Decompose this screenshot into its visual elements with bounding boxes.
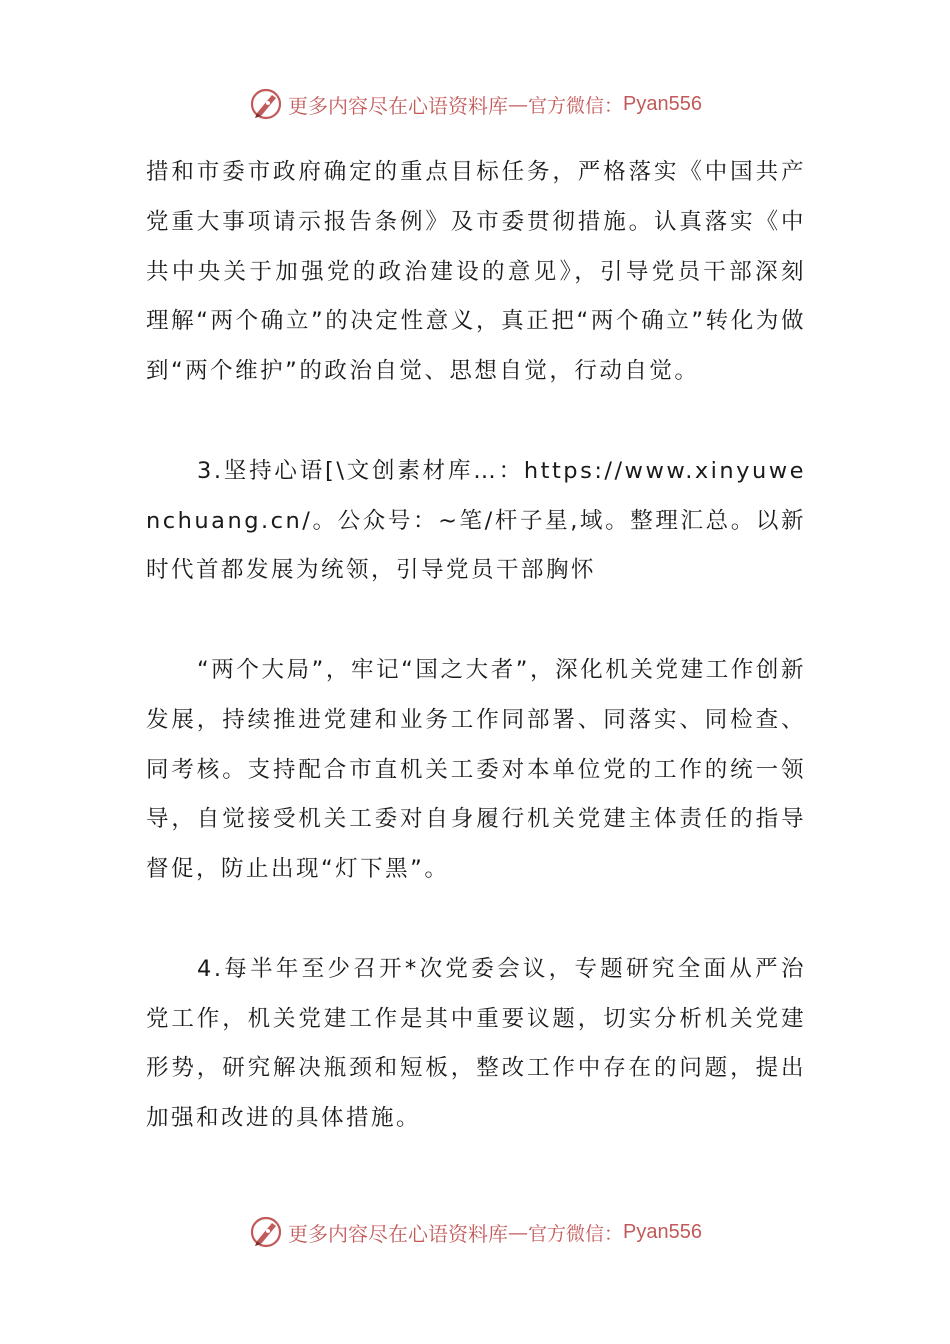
footer-wechat-id: Pyan556	[623, 1220, 702, 1243]
paragraph-2: 3.坚持心语[\文创素材库…：https://www.xinyuwenchuang.cn/。公众号：~笔/杆子星,域。整理汇总。以新时代首都发展为统领，引导党员干部胸怀	[146, 457, 806, 584]
header-dash: —	[508, 92, 528, 116]
footer-slogan: 更多内容尽在心语资料库	[288, 1221, 508, 1246]
footer-wechat-label: 官方微信：	[528, 1222, 624, 1245]
footer-banner	[0, 1212, 950, 1252]
header-wechat-id: Pyan556	[623, 92, 702, 115]
pen-logo-icon	[248, 86, 284, 122]
paragraph-3: “两个大局”，牢记“国之大者”，深化机关党建工作创新发展，持续推进党建和业务工作同部署、同落实、同检查、同考核。支持配合市直机关工委对本单位党的工作的统一领导，自觉接受机关工委对自身履行机关党建主体责任的指导督促，防止出现“灯下黑”。	[146, 656, 806, 883]
paragraph-4: 4.每半年至少召开*次党委会议，专题研究全面从严治党工作，机关党建工作是其中重要议题，切实分析机关党建形势，研究解决瓶颈和短板，整改工作中存在的问题，提出加强和改进的具体措施。	[146, 955, 806, 1132]
header-wechat-label: 官方微信：	[528, 94, 624, 117]
pen-logo-icon	[248, 1214, 284, 1250]
header-banner	[0, 84, 950, 124]
header-slogan: 更多内容尽在心语资料库	[288, 93, 508, 118]
paragraph-1: 措和市委市政府确定的重点目标任务，严格落实《中国共产党重大事项请示报告条例》及市委贯彻措施。认真落实《中共中央关于加强党的政治建设的意见》，引导党员干部深刻理解“两个确立”的决定性意义，真正把“两个确立”转化为做到“两个维护”的政治自觉、思想自觉，行动自觉。	[146, 159, 806, 385]
footer-dash: —	[508, 1220, 528, 1244]
document-body	[146, 148, 806, 1144]
